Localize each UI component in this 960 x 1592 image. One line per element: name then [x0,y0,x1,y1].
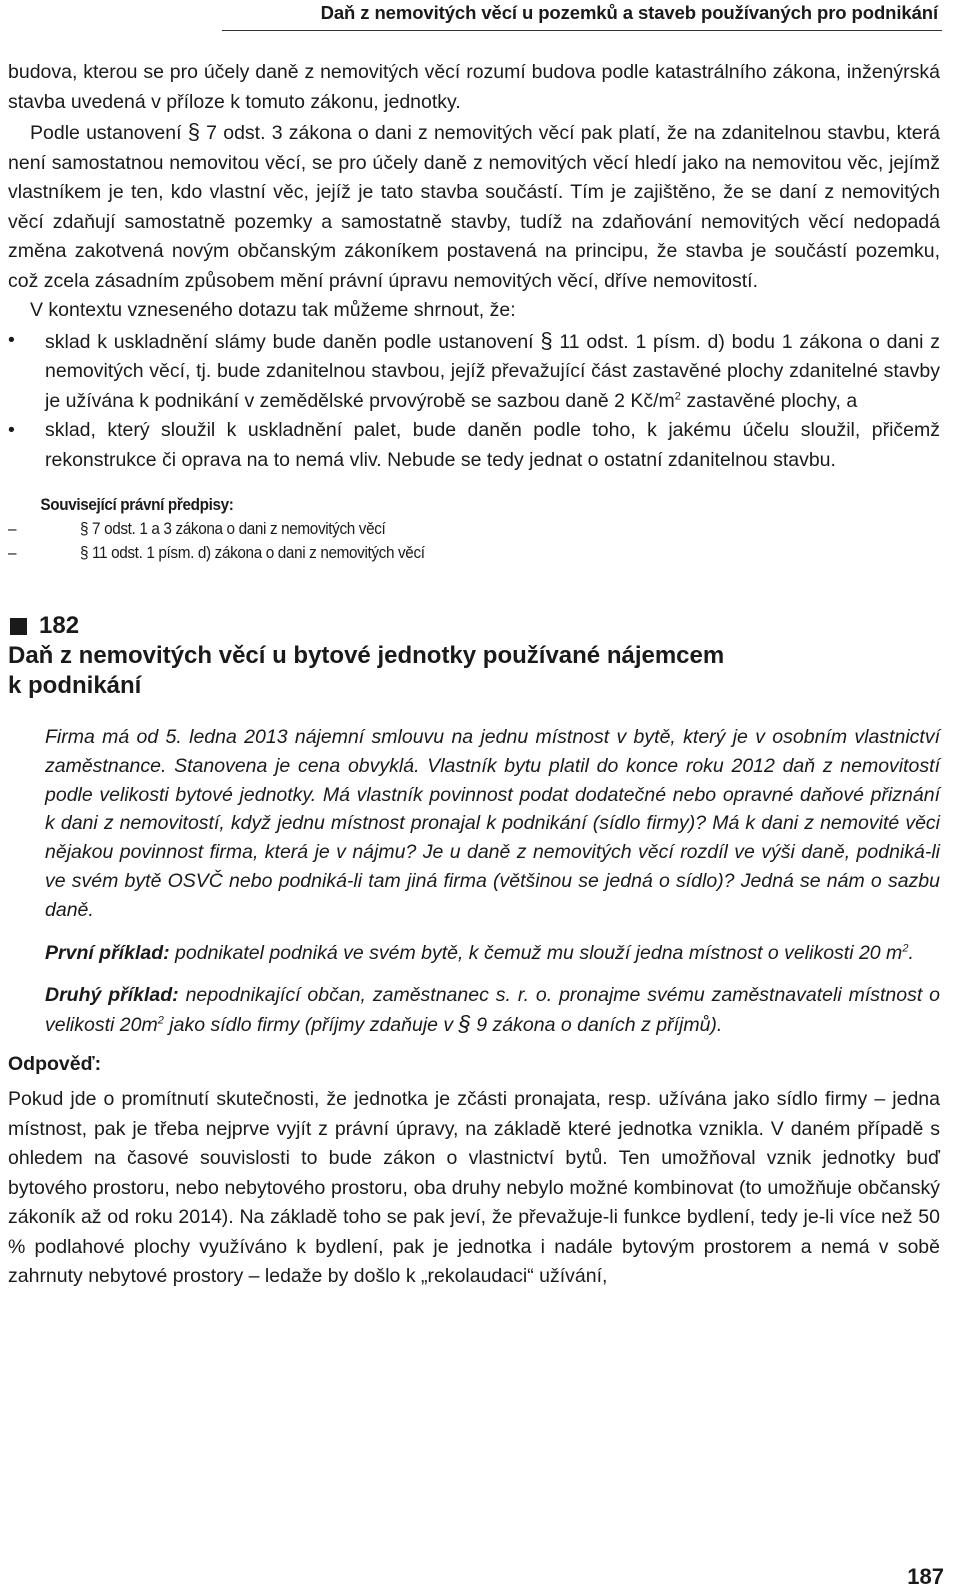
answer-text: Pokud jde o promítnutí skutečnosti, že jednotka je zčásti pronajata, resp. užívána jako sídlo firmy – jedna místnost, pak je třeba nejprve vyjít z právní úpravy, na základě které jednotka vznikla. V daném případě s ohledem na časové souvislosti to bude zákon o vlastnictví bytů. Ten umožňoval vznik jednotky buď bytového prostoru, nebo nebytového prostoru, oba druhy nebylo možné kombinovat (to umožňuje občanský zákoník až od roku 2014). Na základě toho se pak jeví, že převažuje-li funkce bydlení, tedy je-li více než 50 % podlahové plochy využíváno k bydlení, pak je jednotka i nadále bytovým prostorem a nemá v sobě zahrnuty nebytové prostory – ledaže by došlo k „rekolaudaci“ užívání, [8,1088,940,1288]
header-rule [222,30,942,31]
dash-bullet: – [8,519,17,538]
bullet-list [8,326,940,476]
dash-bullet: – [8,543,17,562]
section-number: 182 [8,611,940,641]
question-block [8,723,940,1040]
paragraph: V kontextu vzneseného dotazu tak můžeme shrnout, že: [30,299,516,321]
paragraph: budova, kterou se pro účely daně z nemovitých věcí rozumí budova podle katastrálního zákona, inženýrská stavba uvedená v příloze k tomuto zákonu, jednotky. [8,61,940,113]
section-sign-glyph: § [458,1011,471,1037]
running-header: Daň z nemovitých věcí u pozemků a staveb používaných pro podnikání [320,2,938,23]
related-legislation-title: Související právní předpisy: [40,495,234,514]
section-heading [8,611,940,701]
list-item: • sklad k uskladnění slámy bude daněn podle ustanovení § 11 odst. 1 písm. d) bodu 1 zákona o dani z nemovitých věcí, tj. bude zdanitelnou stavbou, jejíž převažující část zastavěné plochy zdanitelné stavby je užívána k podnikání v zemědělské prvovýrobě se sazbou daně 2 $Kč/m^2$ zastavěné plochy, a [8,327,940,412]
section-title: Daň z nemovitých věcí u bytové jednotky používané nájemcem k podnikání [8,642,725,699]
black-square-icon [10,618,27,635]
section-sign-glyph: § [540,327,553,353]
example-second: Druhý příklad: nepodnikající občan, zaměstnanec s. r. o. pronajme svému zaměstnavateli místnost o velikosti $20m^2$ jako sídlo firmy (příjmy zdaňuje v § 9 zákona o daních z příjmů). [45,984,941,1037]
list-item: • sklad, který sloužil k uskladnění palet, bude daněn podle toho, k jakému účelu sloužil, přičemž rekonstrukce či oprava na to nemá vliv. Nebude se tedy jednat o ostatní zdanitelnou stavbu. [8,416,940,475]
related-legislation-item: – § 11 odst. 1 písm. d) zákona o dani z nemovitých věcí [8,541,847,565]
paragraph: Podle ustanovení § 7 odst. 3 zákona o dani z nemovitých věcí pak platí, že na zdanitelnou stavbu, která není samostatnou nemovitou věcí, se pro účely daně z nemovitých věcí hledí jako na nemovitou věc, jejímž vlastníkem je ten, kdo vlastní věc, jejíž je tato stavba součástí. Tím je zajištěno, že se daní z nemovitých věcí zdaňují samostatně pozemky a samostatně stavby, tudíž na zdaňování nemovitých věcí nedopadá změna zakotvená novým občanským zákoníkem postavená na principu, že stavba je součástí pozemku, což zcela zásadním způsobem mění právní úpravu nemovitých věcí, dříve nemovitostí. [8,119,940,292]
bullet-icon: • [8,328,15,351]
page-content [8,58,940,1292]
related-legislation [8,493,847,565]
example-first: První příklad: podnikatel podniká ve svém bytě, k čemuž mu slouží jedna místnost o velikosti 20 $m^2$. [45,941,914,964]
related-legislation-item: – § 7 odst. 1 a 3 zákona o dani z nemovitých věcí [8,517,847,541]
question-text: Firma má od 5. ledna 2013 nájemní smlouvu na jednu místnost v bytě, který je v osobním vlastnictví zaměstnance. Stanovena je cena obvyklá. Vlastník bytu platil do konce roku 2012 daň z nemovitostí podle velikosti bytové jednotky. Má vlastník povinnost podat dodatečné nebo opravné daňové přiznání k dani z nemovitostí, když jednu místnost pronajal k podnikání (sídlo firmy)? Má k dani z nemovité věci nějakou povinnost firma, která je v nájmu? Je u daně z nemovitých věcí rozdíl ve výši daně, podniká-li ve svém bytě OSVČ nebo podniká-li tam jiná firma (většinou se jedná o sídlo)? Jedná se nám o sazbu daně. [45,726,940,921]
page-number: 187 [907,1564,944,1589]
answer-heading: Odpověď: [8,1052,102,1075]
section-sign-glyph: § [187,119,200,144]
bullet-icon: • [8,419,15,441]
